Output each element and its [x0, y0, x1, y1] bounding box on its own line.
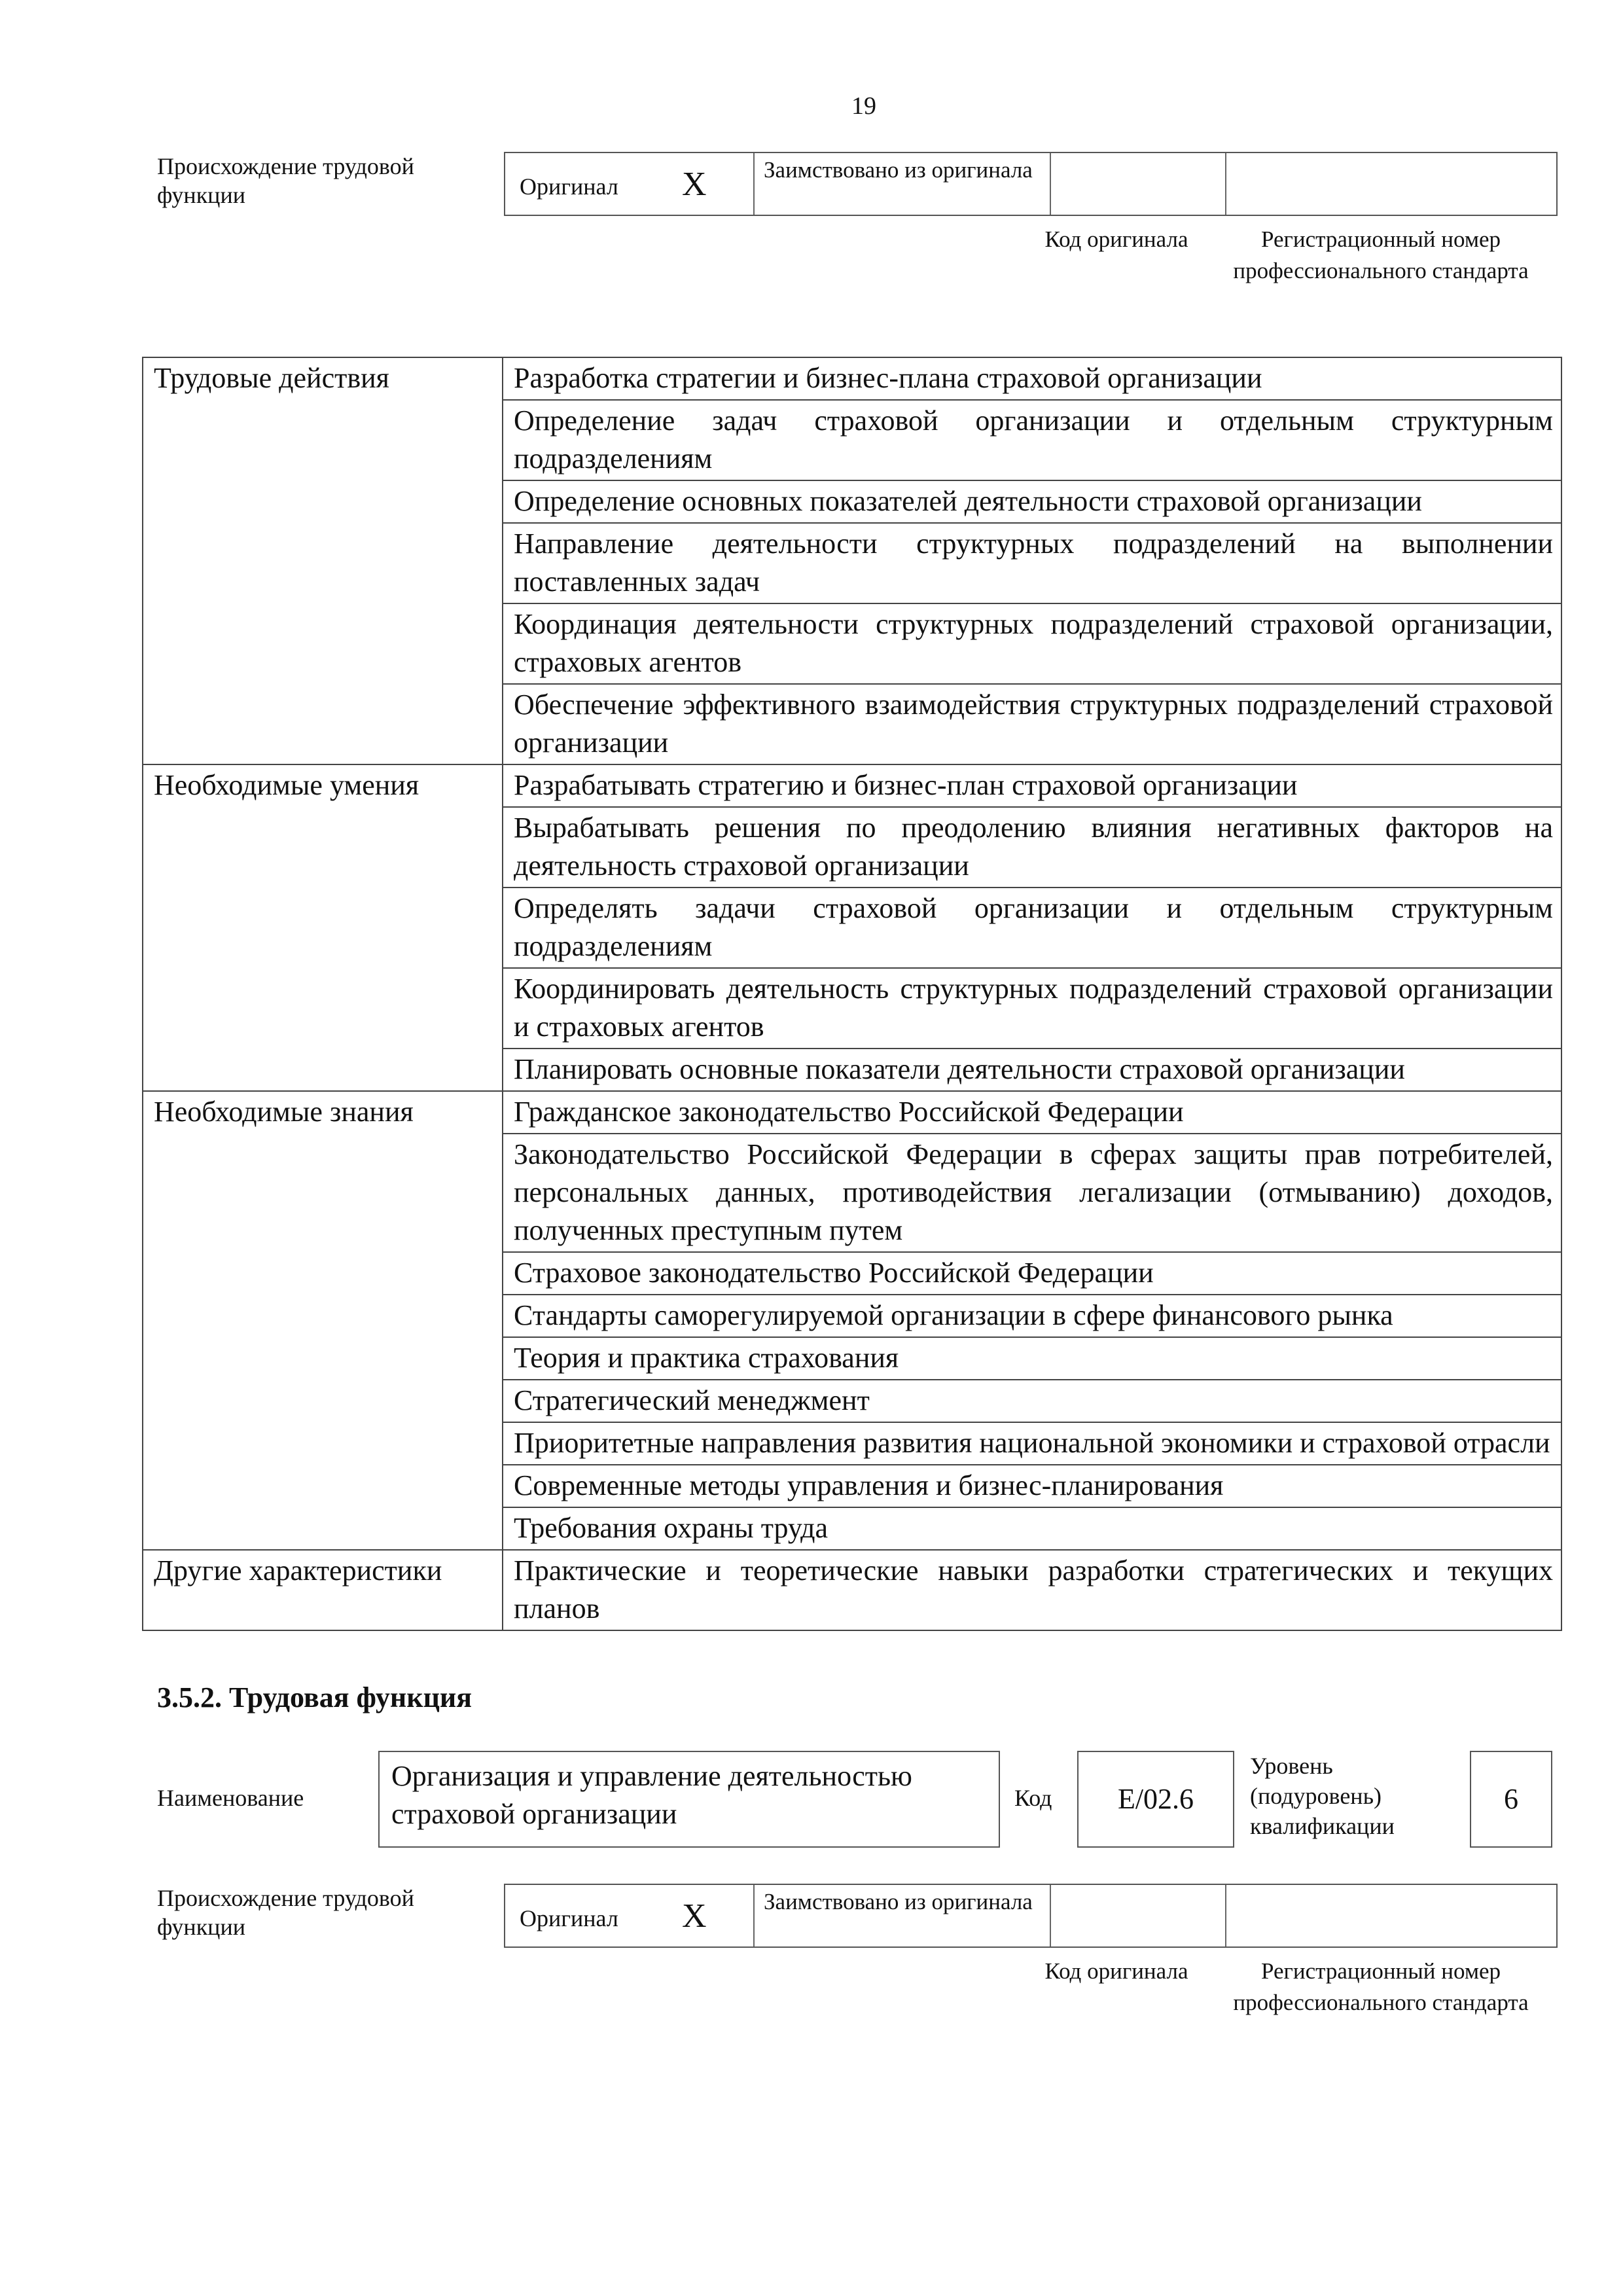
table-row [143, 1091, 1561, 1134]
table-cell: Определять задачи страховой организации и отдельным структурным подразделениям [503, 888, 1561, 968]
borrowed-label: Заимствовано из оригинала [764, 157, 1033, 183]
original-label: Оригинал [520, 1905, 618, 1931]
reg-number-cell [1226, 153, 1556, 215]
code-caption: Код оригинала [1044, 226, 1188, 252]
table-cell: Законодательство Российской Федерации в сферах защиты прав потребителей, персональных данных, противодействия легализации (отмыванию) доходов, полученных преступным путем [503, 1134, 1561, 1252]
table-row [143, 764, 1561, 807]
name-label: Наименование [157, 1785, 304, 1811]
borrowed-cell [755, 1885, 1051, 1946]
table-cell: Направление деятельности структурных подразделений на выполнении поставленных задач [503, 523, 1561, 603]
table-cell: Стратегический менеджмент [503, 1380, 1561, 1422]
origin-block-top [157, 152, 1558, 322]
table-cell: Теория и практика страхования [503, 1337, 1561, 1380]
table-cell: Вырабатывать решения по преодолению влияния негативных факторов на деятельность страховой организации [503, 807, 1561, 888]
table-cell: Разработка стратегии и бизнес-плана страховой организации [503, 357, 1561, 400]
origin-box [504, 152, 1558, 216]
function-code-box: E/02.6 [1077, 1751, 1234, 1848]
borrowed-cell [755, 153, 1051, 215]
table-cell: Требования охраны труда [503, 1507, 1561, 1550]
reg-caption: Регистрационный номер профессионального стандарта [1233, 226, 1529, 283]
table-row [143, 357, 1561, 400]
original-mark: X [682, 166, 707, 203]
table-cell: Приоритетные направления развития национальной экономики и страховой отрасли [503, 1422, 1561, 1465]
table-row [143, 1550, 1561, 1630]
table-cell: Координировать деятельность структурных подразделений страховой организации и страховых агентов [503, 968, 1561, 1049]
original-mark: X [682, 1897, 707, 1935]
original-code-cell [1051, 1885, 1226, 1946]
original-code-cell [1051, 153, 1226, 215]
table-cell: Координация деятельности структурных подразделений страховой организации, страховых агентов [503, 603, 1561, 684]
table-cell: Обеспечение эффективного взаимодействия структурных подразделений страховой организации [503, 684, 1561, 764]
origin-block-bottom [157, 1884, 1558, 2054]
level-box: 6 [1470, 1751, 1552, 1848]
category-cell: Другие характеристики [143, 1550, 503, 1630]
origin-label: Происхождение трудовой функции [157, 1885, 414, 1940]
table-cell: Разрабатывать стратегию и бизнес-план страховой организации [503, 764, 1561, 807]
table-cell: Планировать основные показатели деятельности страховой организации [503, 1049, 1561, 1091]
original-cell [505, 1885, 755, 1946]
table-cell: Практические и теоретические навыки разработки стратегических и текущих планов [503, 1550, 1561, 1630]
table-cell: Современные методы управления и бизнес-планирования [503, 1465, 1561, 1507]
origin-label: Происхождение трудовой функции [157, 153, 414, 208]
borrowed-label: Заимствовано из оригинала [764, 1889, 1033, 1914]
table-cell: Гражданское законодательство Российской Федерации [503, 1091, 1561, 1134]
code-caption: Код оригинала [1044, 1958, 1188, 1984]
function-name-box: Организация и управление деятельностью страховой организации [378, 1751, 1000, 1848]
table-cell: Стандарты саморегулируемой организации в сфере финансового рынка [503, 1295, 1561, 1337]
reg-number-cell [1226, 1885, 1556, 1946]
labor-function-table [142, 357, 1562, 1631]
level-label: Уровень (подуровень) квалификации [1250, 1753, 1395, 1839]
category-cell: Трудовые действия [143, 357, 503, 764]
table-cell: Страховое законодательство Российской Федерации [503, 1252, 1561, 1295]
category-cell: Необходимые умения [143, 764, 503, 1091]
original-label: Оригинал [520, 173, 618, 200]
table-cell: Определение основных показателей деятельности страховой организации [503, 480, 1561, 523]
code-label: Код [1014, 1785, 1052, 1811]
reg-caption: Регистрационный номер профессионального стандарта [1233, 1958, 1529, 2015]
original-cell [505, 153, 755, 215]
origin-box [504, 1884, 1558, 1948]
category-cell: Необходимые знания [143, 1091, 503, 1550]
table-cell: Определение задач страховой организации и отдельным структурным подразделениям [503, 400, 1561, 480]
section-heading: 3.5.2. Трудовая функция [157, 1681, 473, 1713]
page-number: 19 [851, 92, 876, 120]
